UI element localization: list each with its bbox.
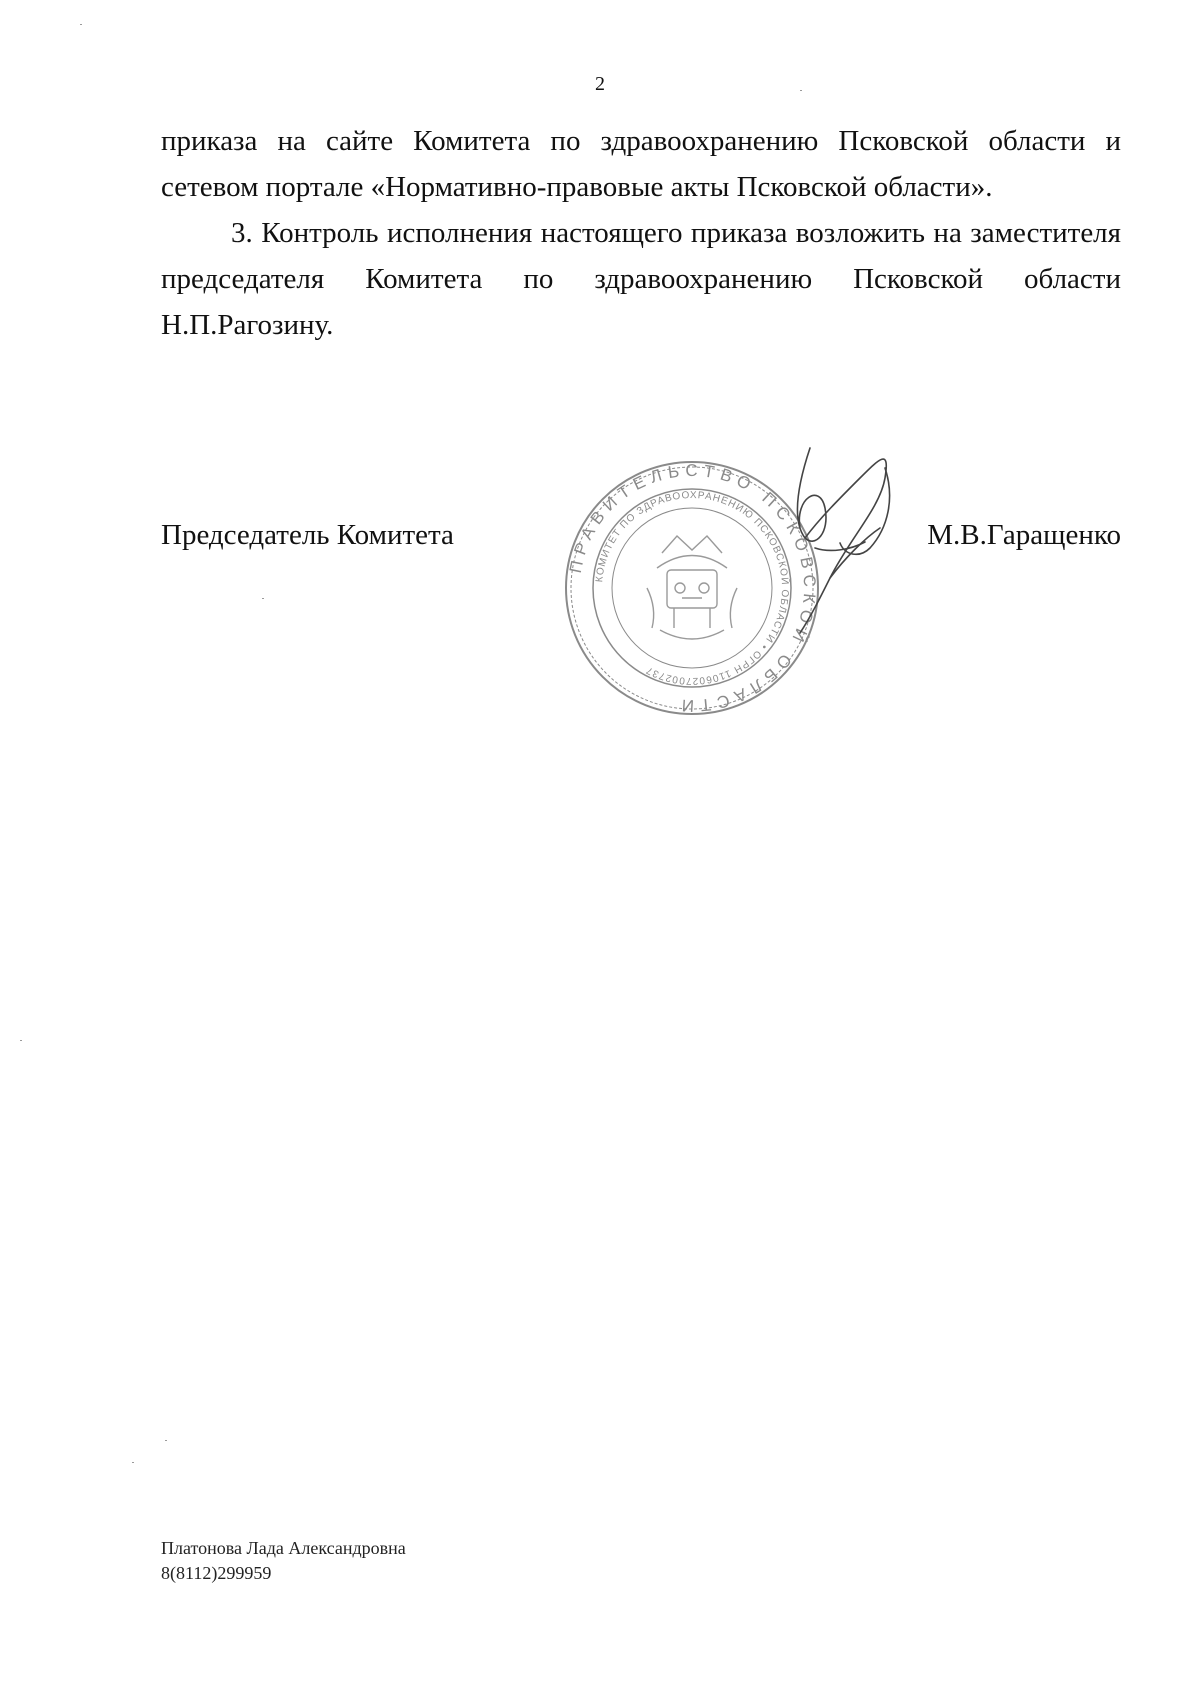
- svg-text:ПРАВИТЕЛЬСТВО ПСКОВСКОЙ ОБЛАСТ: ПРАВИТЕЛЬСТВО ПСКОВСКОЙ ОБЛАСТИ: [565, 460, 820, 716]
- scan-speck: [132, 1462, 134, 1463]
- svg-text:КОМИТЕТ ПО ЗДРАВООХРАНЕНИЮ ПСК: КОМИТЕТ ПО ЗДРАВООХРАНЕНИЮ ПСКОВСКОЙ ОБЛАСТИ • ОГРН 1106027002737: [594, 489, 791, 687]
- executor-phone: 8(8112)299959: [161, 1563, 272, 1583]
- paragraph-3: 3. Контроль исполнения настоящего приказа возложить на заместителя председателя Комитета по здравоохранению Псковской области Н.П.Рагозину.: [161, 217, 1121, 341]
- signature-block: [161, 515, 1121, 555]
- scan-speck: [80, 24, 82, 25]
- scan-speck: [800, 90, 802, 91]
- signatory-title: Председатель Комитета: [161, 519, 454, 551]
- signatory-name: М.В.Гаращенко: [927, 519, 1121, 551]
- executor-info: [161, 1536, 406, 1586]
- page-number: 2: [595, 73, 605, 95]
- scan-speck: [262, 598, 264, 599]
- scan-speck: [20, 1040, 22, 1041]
- scan-speck: [165, 1440, 167, 1441]
- executor-name: Платонова Лада Александровна: [161, 1538, 406, 1558]
- paragraph-continued: приказа на сайте Комитета по здравоохранению Псковской области и сетевом портале «Нормативно-правовые акты Псковской области».: [161, 125, 1121, 203]
